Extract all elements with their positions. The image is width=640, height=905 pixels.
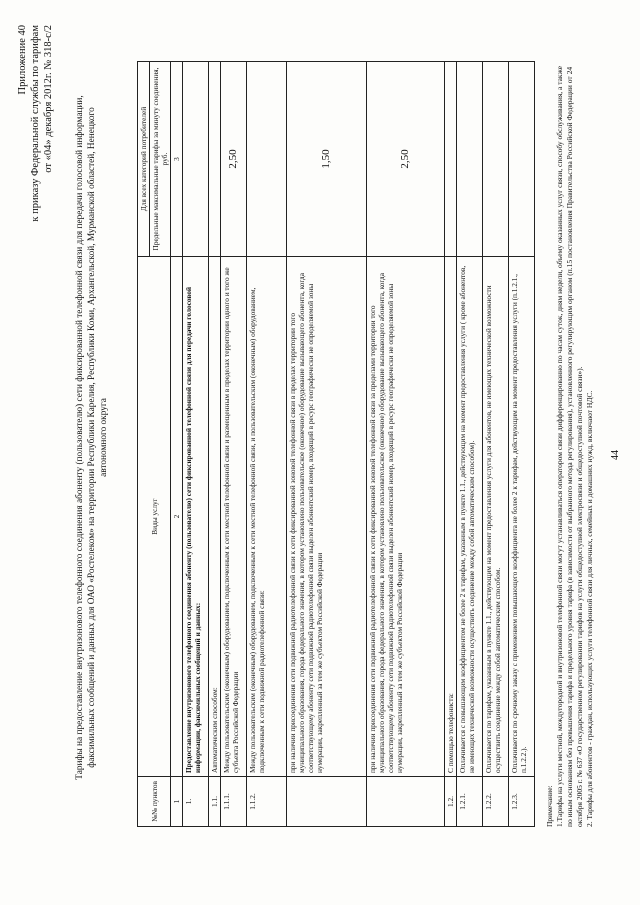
service-description: Автоматическим способом:: [209, 257, 221, 777]
tariff-value: 1,50: [287, 62, 367, 257]
note-2: 2. Тарифы для абонентов - граждан, использующих услуги телефонной связи для личных, семейных и домашних нужд, включают НДС.: [585, 390, 594, 827]
title-line-1: Тарифы на предоставление внутризонового телефонного соединения абоненту (пользователю) сети фиксированной телефонной связи для передачи голосовой информации,: [75, 95, 85, 780]
row-number: 1.2.3.: [509, 777, 535, 827]
row-number: 1.2.: [445, 777, 457, 827]
tariff-value: [183, 62, 209, 257]
table-row: [247, 62, 287, 827]
appendix-line-2: к приказу Федеральной службы по тарифам: [30, 25, 41, 222]
row-number: [367, 777, 445, 827]
appendix-line-3: от «04» декабря 2012г. № 318-с/2: [43, 25, 54, 173]
table-row: [183, 62, 209, 827]
header-item-number: №№ пунктов: [138, 777, 171, 827]
row-number: 1.2.2.: [483, 777, 509, 827]
tariff-value: [483, 62, 509, 257]
row-number: 1.2.1.: [457, 777, 483, 827]
tariff-table: [137, 61, 535, 827]
tariff-value: [209, 62, 221, 257]
table-row: [509, 62, 535, 827]
row-number: 1.1.1.: [221, 777, 247, 827]
table-row: [287, 62, 367, 827]
appendix-line-1: Приложение 40: [17, 25, 28, 95]
appendix-header: [16, 25, 55, 445]
row-number: 1.1.2.: [247, 777, 287, 827]
table-row: [221, 62, 247, 827]
table-row: [483, 62, 509, 827]
tariff-value: [445, 62, 457, 257]
column-number: 1: [171, 777, 183, 827]
column-number: 2: [171, 257, 183, 777]
header-all-consumers: Для всех категорий потребителей: [138, 62, 150, 257]
table-row: [209, 62, 221, 827]
document-title: [74, 30, 110, 845]
title-line-3: автономного округа: [99, 398, 109, 477]
service-description: Предоставление внутризонового телефонного соединения абоненту (пользователю) сети фиксированной телефонной связи для передачи голосовой информации, факсимильных сообщений и данных:: [183, 257, 209, 777]
column-number: 3: [171, 62, 183, 257]
tariff-value: [457, 62, 483, 257]
table-row: [367, 62, 445, 827]
service-description: Между пользовательским (оконечным) оборудованием, подключенным к сети местной телефонной связи и размещенным в пределах территории одного и того же субъекта Российской Федерации: [221, 257, 247, 777]
tariff-value: 2,50: [221, 62, 247, 257]
tariff-value: [247, 62, 287, 257]
row-number: 1.: [183, 777, 209, 827]
table-row: [457, 62, 483, 827]
service-description: Оплачивается по срочному заказу с применением повышающего коэффициента не более 2 к тарифам, действующим на момент предоставления услуги (п.1.2.1., п.1.2.2.).: [509, 257, 535, 777]
title-line-2: факсимильных сообщений и данных для ОАО «Ростелеком» на территории Республики Карелия, Республики Коми, Архангельской, Мурманской областей, Ненецкого: [87, 107, 97, 768]
service-description: Оплачивается по тарифам, указанным в пункте 1.1., действующим на момент предоставления услуги для абонентов, не имеющих технической возможности осуществить соединение между собой автоматическим способом.: [483, 257, 509, 777]
row-number: 1.1.: [209, 777, 221, 827]
row-number: [287, 777, 367, 827]
header-max-tariff: Предельные максимальные тарифы за минуту соединения, руб.: [150, 62, 171, 257]
column-number-row: [171, 62, 183, 827]
service-description: Оплачивается с повышающим коэффициентом не более 2 к тарифам, указанным в пункте 1.1., действующим на момент предоставления услуги ( кроме абонентов, не имеющих технической возможности осуществить соединение между собой автоматическим способом).: [457, 257, 483, 777]
note-1: 1.Тарифы на услуги местной, междугородной и внутризоновой телефонной связи могут устанавливаться оператором связи дифференцированно по часам суток, дням недели, объему оказанных услуг связи, способу обслуживания, а также по иным основаниям без превышения тарифа и предельного уровня тарифа (в зависимости от выбранного метода регулирования), установленного регулирующим органом (п.15 постановления Правительства Российской Федерации от 24 октября 2005 г. № 637 «О государственном регулировании тарифов на услуги общедоступной электросвязи и общедоступной почтовой связи»).: [555, 66, 584, 827]
page-number: 44: [610, 450, 621, 460]
service-description: при наличии присоединения сети подвижной радиотелефонной связи к сети фиксированной зоновой телефонной связи за пределами территории того муниципального образования, города федерального значения, в котором установлено пользовательское (оконечное) оборудование вызывающего абонента, когда соответствующему абоненту сети подвижной радиотелефонной связи выделен абонентский номер, входящий в ресурс географически не определяемой зоны нумерации, закрепленный за тем же субъектом Российской Федерации: [367, 257, 445, 777]
tariff-value: [509, 62, 535, 257]
header-service-type: Виды услуг: [138, 257, 171, 777]
tariff-value: 2,50: [367, 62, 445, 257]
service-description: С помощью телефониста:: [445, 257, 457, 777]
table-row: [445, 62, 457, 827]
notes-section: [545, 57, 595, 827]
service-description: Между пользовательским (оконечным) оборудованием, подключенным к сети местной телефонной связи, и пользовательским (оконечным) оборудованием, подключенным к сети подвижной радиотелефонной связи:: [247, 257, 287, 777]
notes-heading: Примечание:: [545, 785, 554, 827]
service-description: при наличии присоединения сети подвижной радиотелефонной связи к сети фиксированной зоновой телефонной связи в пределах территории того муниципального образования, города федерального значения, в котором установлено пользовательское (оконечное) оборудование вызывающего абонента, когда соответствующему абоненту сети подвижной радиотелефонной связи выделен абонентский номер, входящий в ресурс географически не определяемой зоны нумерации, закрепленный за тем же субъектом Российской Федерации: [287, 257, 367, 777]
